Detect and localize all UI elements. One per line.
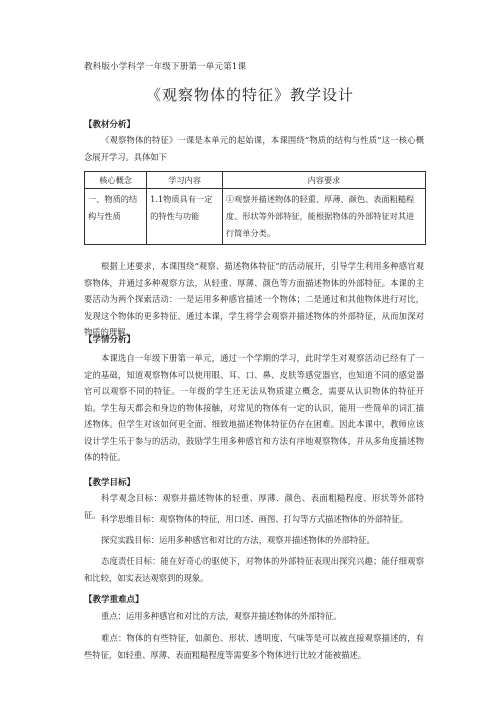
content-requirements-table: [84, 171, 426, 245]
course-subtitle: 教科版小学科学一年级下册第一单元第1课: [84, 62, 247, 72]
table-header-cell: 核心概念: [85, 172, 147, 189]
document-title: 《观察物体的特征》教学设计: [145, 86, 354, 104]
table-header-cell: 学习内容: [147, 172, 223, 189]
section-heading-objectives: 【教学目标】: [84, 478, 136, 488]
textbook-analysis-body: 根据上述要求，本课围绕“观察、描述物体特征”的活动展开，引导学生利用多种感官观察物体，并通过多种观察方法，从轻重、厚薄、颜色等方面描述物体的外部特征。本课的主要活动为两个探索活动：一是运用多种感官描述一个物体；二是通过和其他物体进行对比，发现这个物体的更多特征。通过本课，学生将学会观察并描述物体的外部特征，从而加深对物质的理解。: [84, 261, 424, 337]
key-point-difficulty: 难点：物体的有些特征，如颜色、形状、透明度、气味等是可以被直接观察描述的，有些特征，如轻重、厚薄、表面粗糙程度等需要多个物体进行比较才能被描述。: [84, 633, 424, 660]
textbook-analysis-intro: 《观察物体的特征》一课是本单元的起始课，本课围绕“物质的结构与性质”这一核心概念展开学习。具体如下: [84, 135, 424, 162]
key-point-focus: 重点：运用多种感官和对比的方法，观察并描述物体的外部特征。: [101, 611, 342, 621]
section-heading-textbook-analysis: 【教材分析】: [84, 120, 136, 130]
objective-item: 科学思维目标：观察物体的特征，用口述、画图、打勾等方式描述物体的外部特征。: [101, 514, 408, 524]
table-row: [85, 189, 426, 245]
objective-item: 科学观念目标：观察并描述物体的轻重、厚薄、颜色、表面粗糙程度、形状等外部特征。: [84, 493, 424, 520]
objective-item: 态度责任目标：能在好奇心的驱使下，对物体的外部特征表现出探究兴趣；能仔细观察和比较，如实表达观察到的现象。: [84, 556, 424, 583]
table-header-cell: 内容要求: [222, 172, 425, 189]
table-cell-learning-content: 1.1物质具有一定的特性与功能: [147, 189, 223, 245]
section-heading-student-analysis: 【学情分析】: [84, 335, 136, 345]
section-heading-key-points: 【教学重难点】: [84, 595, 144, 605]
student-analysis-body: 本课选自一年级下册第一单元，通过一个学期的学习，此时学生对观察活动已经有了一定的基础，知道观察物体可以使用眼、耳、口、鼻、皮肤等感觉器官，也知道不同的感觉器官可以观察不同的特征。一年级的学生还无法从物质建立概念，需要从认识物体的特征开始。学生每天都会和身边的物体接触，对常见的物体有一定的认识，能用一些简单的词汇描述物体。但学生对该如何更全面、细致地描述物体特征仍存在困难。因此本课中，教师应该设计学生乐于参与的活动，鼓励学生用多种感官和方法有序地观察物体，并从多角度描述物体的特征。: [84, 353, 424, 462]
table-cell-requirements: ①观察并描述物体的轻重、厚薄、颜色、表面粗糙程度、形状等外部特征，能根据物体的外部特征对其进行简单分类。: [222, 189, 425, 245]
objective-item: 探究实践目标：运用多种感官和对比的方法，观察并描述物体的外部特征。: [101, 535, 375, 545]
table-cell-core-concept: 一、物质的结构与性质: [85, 189, 147, 245]
table-header-row: [85, 172, 426, 189]
